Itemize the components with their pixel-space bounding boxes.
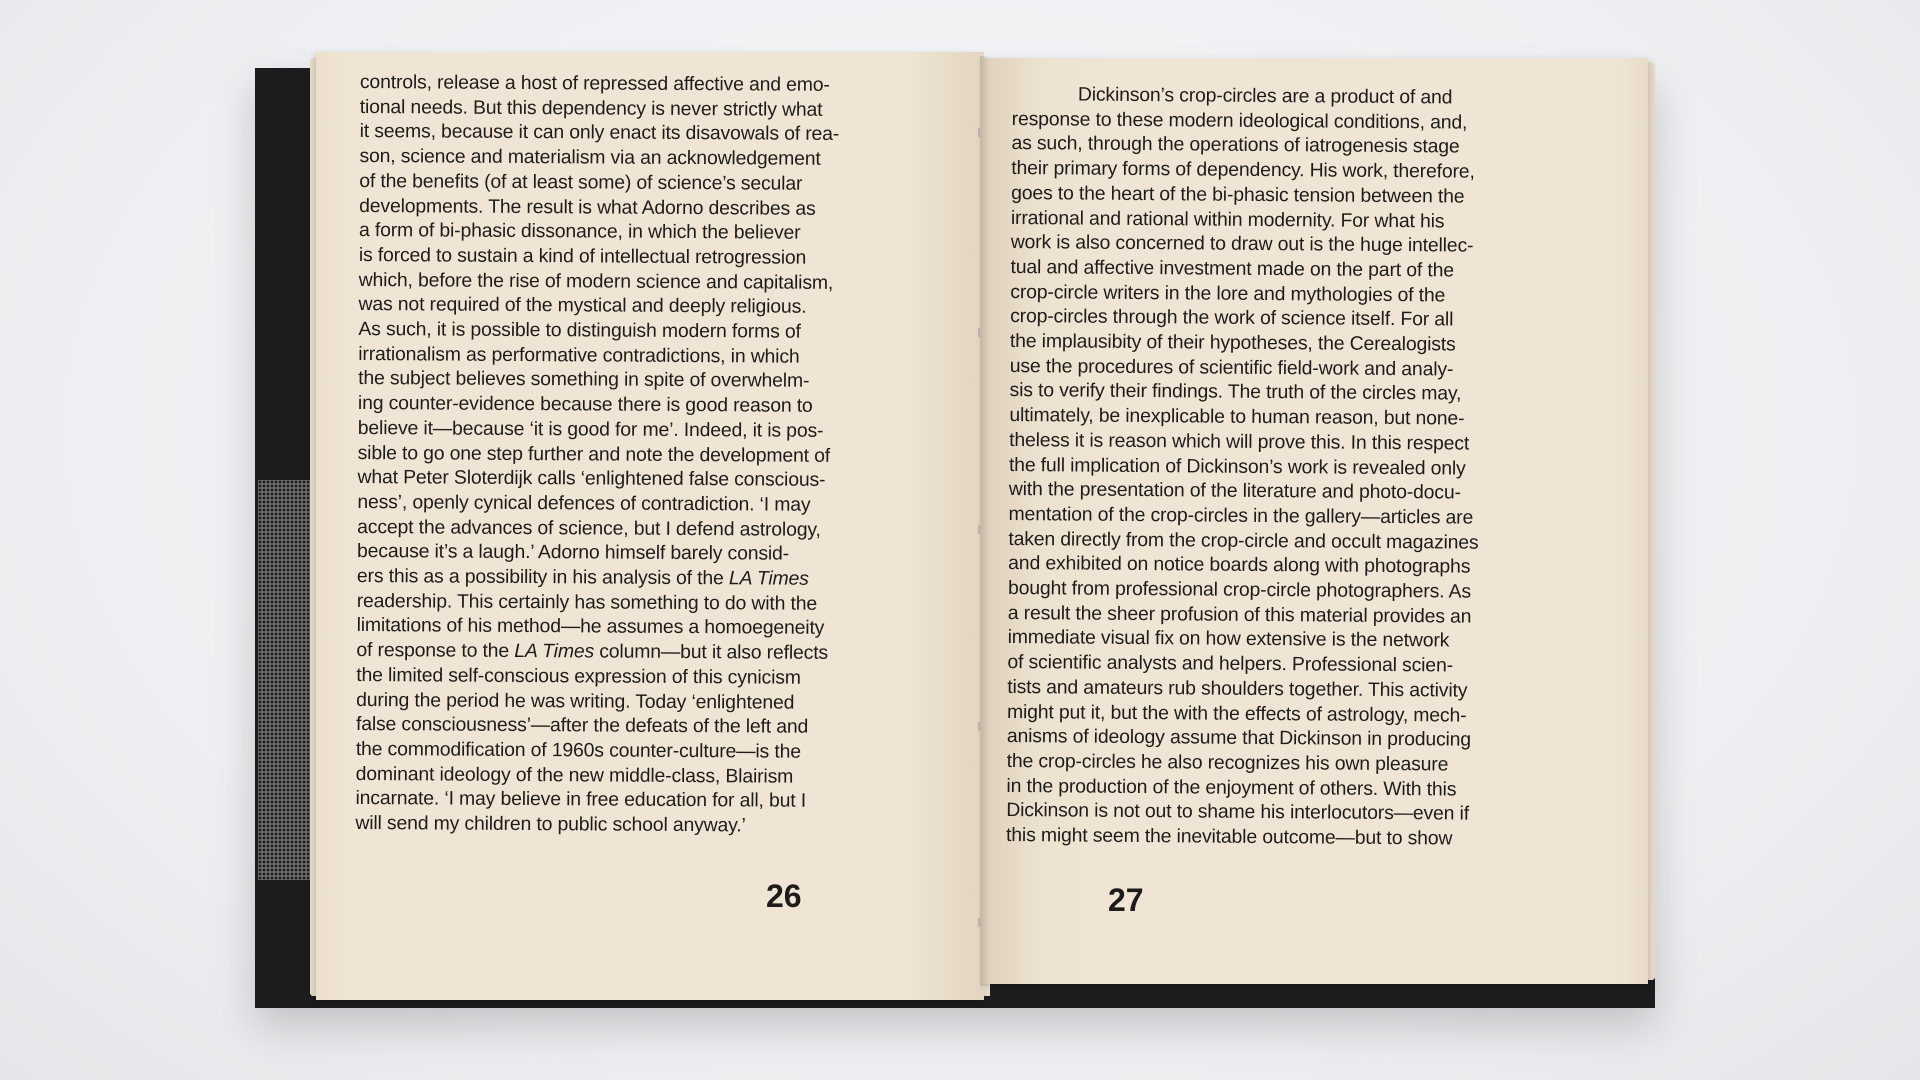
text-line bbox=[360, 70, 905, 98]
text-line bbox=[355, 786, 900, 814]
text-line bbox=[359, 169, 904, 197]
text-line bbox=[358, 317, 903, 345]
halftone-image-edge-left bbox=[258, 480, 318, 880]
text-run: of the benefits (of at least some) of science’s secular bbox=[359, 169, 803, 195]
text-line: sis to verify their findings. The truth of the circles may, bbox=[1009, 379, 1462, 405]
text-line bbox=[357, 539, 902, 567]
text-line bbox=[356, 712, 901, 740]
text-run: the commodification of 1960s counter-culture—is the bbox=[355, 737, 801, 763]
text-run: it seems, because it can only enact its disavowals of rea- bbox=[359, 120, 840, 146]
text-run: a form of bi-phasic dissonance, in which the believer bbox=[358, 219, 801, 244]
text-line bbox=[359, 268, 904, 296]
text-line: the implausibity of their hypotheses, the Cerealogists bbox=[1009, 330, 1456, 356]
text-line: crop-circles through the work of science itself. For all bbox=[1010, 305, 1454, 331]
text-line bbox=[356, 663, 901, 691]
left-page bbox=[316, 52, 984, 1000]
text-line: crop-circle writers in the lore and mythologies of the bbox=[1010, 280, 1446, 307]
text-line bbox=[356, 688, 901, 716]
text-line bbox=[357, 490, 902, 518]
text-run: will send my children to public school anyway.’ bbox=[355, 812, 746, 837]
text-line: Dickinson’s crop-circles are a product of and bbox=[1077, 83, 1453, 109]
page-number-left: 26 bbox=[766, 878, 802, 914]
right-page-text bbox=[1006, 82, 1572, 852]
text-run: the limited self-conscious expression of this cynicism bbox=[356, 663, 801, 689]
text-run: what Peter Sloterdijk calls ‘enlightened false conscious- bbox=[357, 466, 826, 492]
text-line bbox=[358, 342, 903, 370]
binding-stitch bbox=[978, 328, 980, 337]
text-run: column—but it also reflects bbox=[593, 640, 829, 665]
text-run: false consciousness’—after the defeats of the left and bbox=[355, 713, 809, 739]
text-line: a result the sheer profusion of this material provides an bbox=[1007, 601, 1472, 628]
text-line: the crop-circles he also recognizes his own pleasure bbox=[1006, 749, 1449, 776]
text-line: taken directly from the crop-circle and occult magazines bbox=[1008, 527, 1479, 554]
text-line: this might seem the inevitable outcome—but to show bbox=[1005, 824, 1453, 850]
text-run: accept the advances of science, but I defend astrology, bbox=[357, 515, 821, 541]
text-run: ing counter-evidence because there is good reason to bbox=[357, 392, 813, 417]
text-run: incarnate. ‘I may believe in free education for all, but I bbox=[355, 787, 807, 813]
right-page bbox=[980, 58, 1648, 984]
text-line bbox=[357, 465, 902, 493]
text-line: ultimately, be inexplicable to human reason, but none- bbox=[1009, 404, 1465, 430]
text-line: Dickinson is not out to shame his interlocutors—even if bbox=[1006, 799, 1470, 826]
text-line bbox=[358, 391, 903, 419]
text-line bbox=[360, 119, 905, 147]
text-line bbox=[358, 292, 903, 320]
text-line: immediate visual fix on how extensive is the network bbox=[1007, 626, 1450, 652]
text-line: anisms of ideology assume that Dickinson in producing bbox=[1006, 725, 1472, 751]
text-line bbox=[357, 564, 902, 592]
text-line: bought from professional crop-circle photographers. As bbox=[1007, 577, 1472, 603]
text-line bbox=[357, 589, 902, 617]
text-line: work is also concerned to draw out is the huge intellec- bbox=[1010, 231, 1474, 257]
text-line: goes to the heart of the bi-phasic tension between the bbox=[1011, 181, 1465, 208]
binding-stitch bbox=[978, 918, 980, 927]
text-run: ness’, openly cynical defences of contradiction. ‘I may bbox=[357, 490, 811, 516]
text-run: irrationalism as performative contradictions, in which bbox=[358, 342, 800, 368]
text-run: limitations of his method—he assumes a homoegeneity bbox=[356, 614, 825, 640]
text-line bbox=[356, 762, 901, 790]
text-line: of scientific analysts and helpers. Professional scien- bbox=[1007, 651, 1454, 677]
text-run: son, science and materialism via an acknowledgement bbox=[359, 145, 821, 170]
text-line bbox=[358, 416, 903, 444]
left-page-text bbox=[355, 70, 905, 839]
text-line: might put it, but the with the effects of astrology, mech- bbox=[1006, 700, 1467, 727]
binding-stitch bbox=[978, 525, 980, 534]
text-line bbox=[359, 194, 904, 222]
text-run: tional needs. But this dependency is never strictly what bbox=[359, 95, 823, 121]
text-line: their primary forms of dependency. His work, therefore, bbox=[1011, 157, 1475, 183]
text-line: with the presentation of the literature and photo-docu- bbox=[1008, 478, 1461, 504]
text-run: sible to go one step further and note the development of bbox=[357, 441, 831, 467]
text-line: theless it is reason which will prove this. In this respect bbox=[1009, 428, 1470, 455]
text-run: because it’s a laugh.’ Adorno himself barely consid- bbox=[356, 540, 790, 565]
text-line: tists and amateurs rub shoulders together. This activity bbox=[1007, 675, 1468, 702]
text-line: and exhibited on notice boards along with photographs bbox=[1008, 552, 1471, 578]
text-line bbox=[357, 515, 902, 543]
text-run: believe it—because ‘it is good for me’. Indeed, it is pos- bbox=[357, 416, 824, 442]
text-line: irrational and rational within modernity. For what his bbox=[1010, 206, 1445, 232]
text-line: in the production of the enjoyment of others. With this bbox=[1006, 774, 1457, 801]
text-line bbox=[359, 218, 904, 246]
text-line bbox=[358, 441, 903, 469]
text-line: the full implication of Dickinson’s work is revealed only bbox=[1008, 453, 1466, 480]
book-gutter bbox=[980, 56, 990, 986]
text-line: mentation of the crop-circles in the gallery—articles are bbox=[1008, 502, 1474, 529]
text-line: tual and affective investment made on the part of the bbox=[1010, 255, 1454, 282]
text-line bbox=[359, 144, 904, 172]
text-run: As such, it is possible to distinguish modern forms of bbox=[358, 318, 801, 343]
text-line bbox=[355, 811, 900, 839]
text-line: response to these modern ideological conditions, and, bbox=[1011, 107, 1468, 134]
binding-stitch bbox=[978, 128, 980, 137]
italic-title: LA Times bbox=[728, 567, 809, 590]
text-run: was not required of the mystical and deeply religious. bbox=[358, 293, 807, 319]
page-number-right: 27 bbox=[1108, 882, 1144, 918]
text-run: dominant ideology of the new middle-class, Blairism bbox=[355, 762, 794, 788]
text-run: controls, release a host of repressed affective and emo- bbox=[359, 70, 830, 96]
text-run: the subject believes something in spite of overwhelm- bbox=[358, 367, 810, 393]
text-line bbox=[357, 613, 902, 641]
text-line bbox=[360, 95, 905, 123]
text-run: which, before the rise of modern science and capitalism, bbox=[358, 268, 834, 294]
italic-title: LA Times bbox=[514, 640, 595, 663]
binding-stitch bbox=[978, 722, 980, 731]
text-line bbox=[358, 366, 903, 394]
text-run: ers this as a possibility in his analysis of the bbox=[356, 565, 730, 590]
text-line: as such, through the operations of iatrogenesis stage bbox=[1011, 132, 1460, 158]
text-line bbox=[356, 638, 901, 666]
text-line bbox=[356, 737, 901, 765]
text-run: is forced to sustain a kind of intellectual retrogression bbox=[358, 243, 807, 269]
text-run: during the period he was writing. Today ‘enlightened bbox=[356, 688, 795, 714]
text-line: use the procedures of scientific field-work and analy- bbox=[1009, 354, 1454, 381]
text-line bbox=[359, 243, 904, 271]
text-run: readership. This certainly has something to do with the bbox=[356, 589, 818, 615]
text-run: of response to the bbox=[356, 639, 515, 663]
text-run: developments. The result is what Adorno describes as bbox=[359, 194, 816, 220]
